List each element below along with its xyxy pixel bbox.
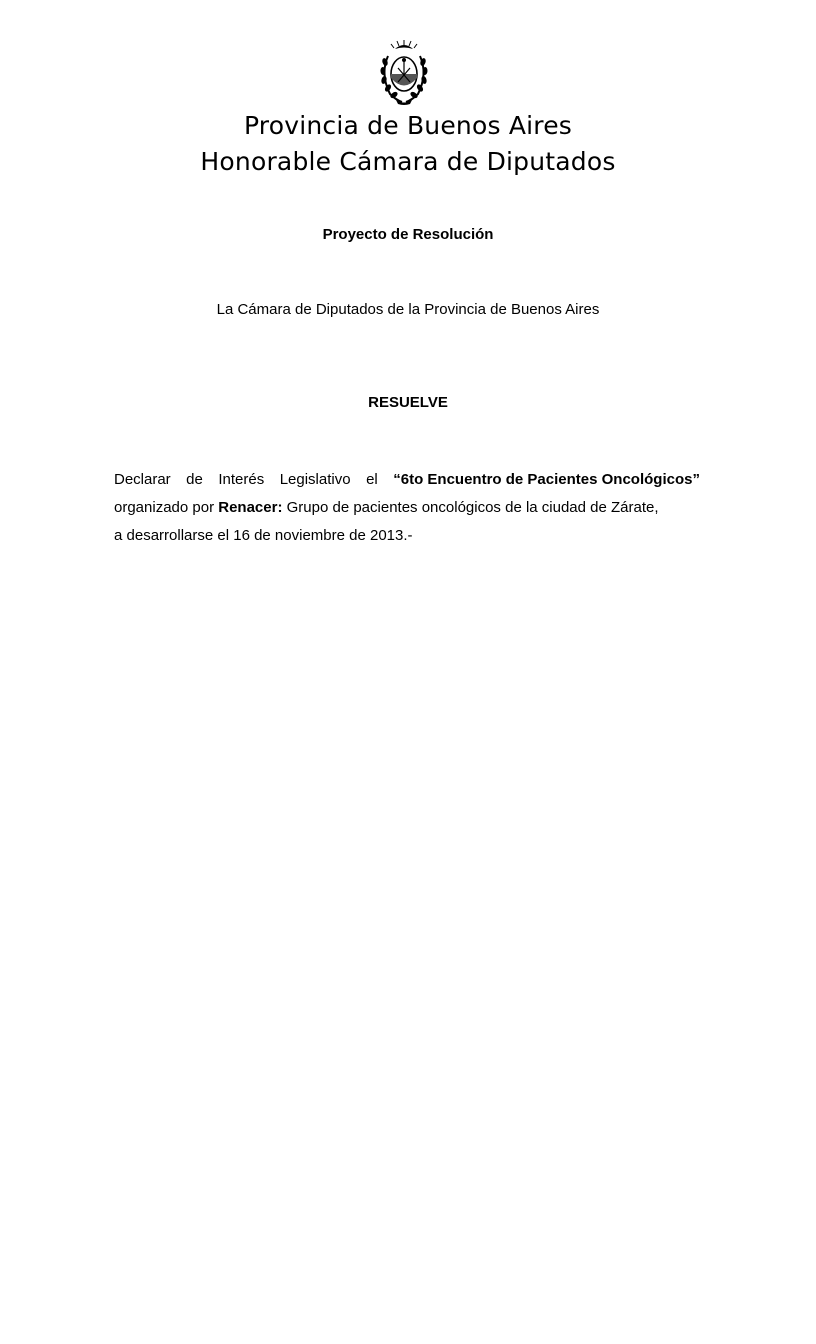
word: Interés — [218, 471, 265, 488]
paragraph-line-3: a desarrollarse el 16 de noviembre de 2013.- — [114, 527, 413, 544]
resolves-heading: RESUELVE — [368, 394, 448, 411]
word: Declarar — [114, 471, 171, 488]
organization-description: Grupo de pacientes oncológicos de la ciudad de Zárate, — [286, 499, 659, 516]
header-province: Provincia de Buenos Aires — [243, 111, 573, 140]
document-type: Proyecto de Resolución — [322, 226, 494, 243]
coat-of-arms-icon — [378, 38, 430, 106]
paragraph-line-2 — [114, 494, 700, 522]
word: de — [186, 471, 203, 488]
event-name: “6to Encuentro de Pacientes Oncológicos” — [393, 471, 700, 488]
word: Legislativo — [279, 471, 351, 488]
paragraph-line-1 — [114, 466, 700, 494]
chamber-statement: La Cámara de Diputados de la Provincia de Buenos Aires — [216, 301, 600, 318]
word: el — [366, 471, 378, 488]
organized-prefix: organizado por — [114, 499, 215, 516]
header-chamber: Honorable Cámara de Diputados — [200, 147, 616, 176]
organization-name: Renacer: — [218, 499, 283, 516]
resolution-paragraph — [114, 466, 700, 550]
